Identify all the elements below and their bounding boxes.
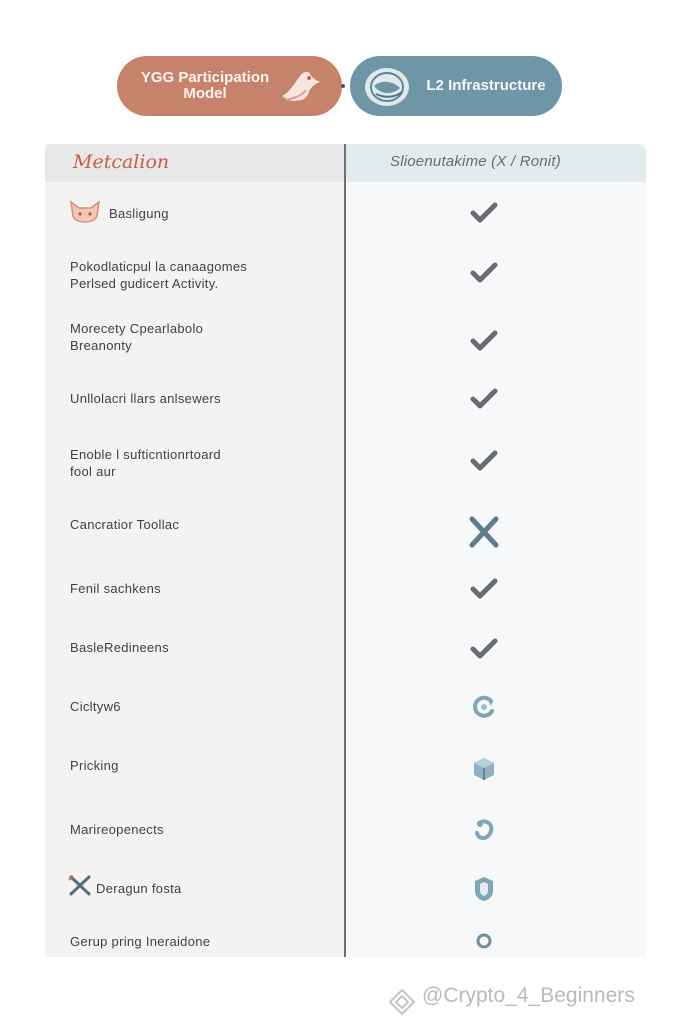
ygg-participation-pill[interactable] xyxy=(117,56,342,116)
crossed-tools-icon xyxy=(67,874,97,903)
hook-icon xyxy=(469,816,499,846)
cube-icon xyxy=(469,754,499,784)
l2-infrastructure-pill[interactable] xyxy=(350,56,562,116)
row-label: Basligung xyxy=(109,206,169,221)
row-label: Pokodlaticpul la canaagomes Perlsed gudicert Activity. xyxy=(70,259,248,291)
ring-icon xyxy=(469,926,499,956)
comparison-table xyxy=(45,144,646,957)
row-label: Enoble l sufticntionrtoard fool aur xyxy=(70,447,221,479)
bird-icon xyxy=(276,66,322,113)
row-label: Pricking xyxy=(70,758,119,773)
row-label: Gerup pring Ineraidone xyxy=(70,934,211,949)
row-label: Fenil sachkens xyxy=(70,581,161,596)
cross-icon xyxy=(465,514,503,550)
shield-icon xyxy=(469,874,499,904)
check-icon xyxy=(469,198,499,228)
row-label: Unllolacri llars anlsewers xyxy=(70,391,221,406)
row-label: Morecety Cpearlabolo Breanonty xyxy=(70,321,204,353)
check-icon xyxy=(469,634,499,664)
separator-dot xyxy=(341,84,345,88)
right-header-title: Slioenutakime (X / Ronit) xyxy=(390,153,561,170)
row-label: BasleRedineens xyxy=(70,640,169,655)
check-icon xyxy=(469,384,499,414)
check-icon xyxy=(469,574,499,604)
ygg-participation-label: YGG Participation Model xyxy=(140,69,270,102)
column-divider xyxy=(344,144,346,957)
binance-diamond-icon xyxy=(388,988,416,1021)
check-icon xyxy=(469,446,499,476)
left-header-title: Metcalion xyxy=(73,151,170,173)
watermark-text: @Crypto_4_Beginners xyxy=(422,984,635,1007)
cycle-icon xyxy=(469,692,499,722)
fox-icon xyxy=(67,198,103,233)
row-label: Cicltyw6 xyxy=(70,699,121,714)
left-column-header xyxy=(45,144,344,182)
row-label: Cancratior Toollac xyxy=(70,517,180,532)
row-label: Deragun fosta xyxy=(96,881,182,896)
check-icon xyxy=(469,326,499,356)
right-column-header xyxy=(346,144,646,182)
check-icon xyxy=(469,258,499,288)
globe-icon xyxy=(362,64,412,115)
row-label: Marireopenects xyxy=(70,822,164,837)
l2-infrastructure-label: L2 Infrastructure xyxy=(426,77,546,94)
